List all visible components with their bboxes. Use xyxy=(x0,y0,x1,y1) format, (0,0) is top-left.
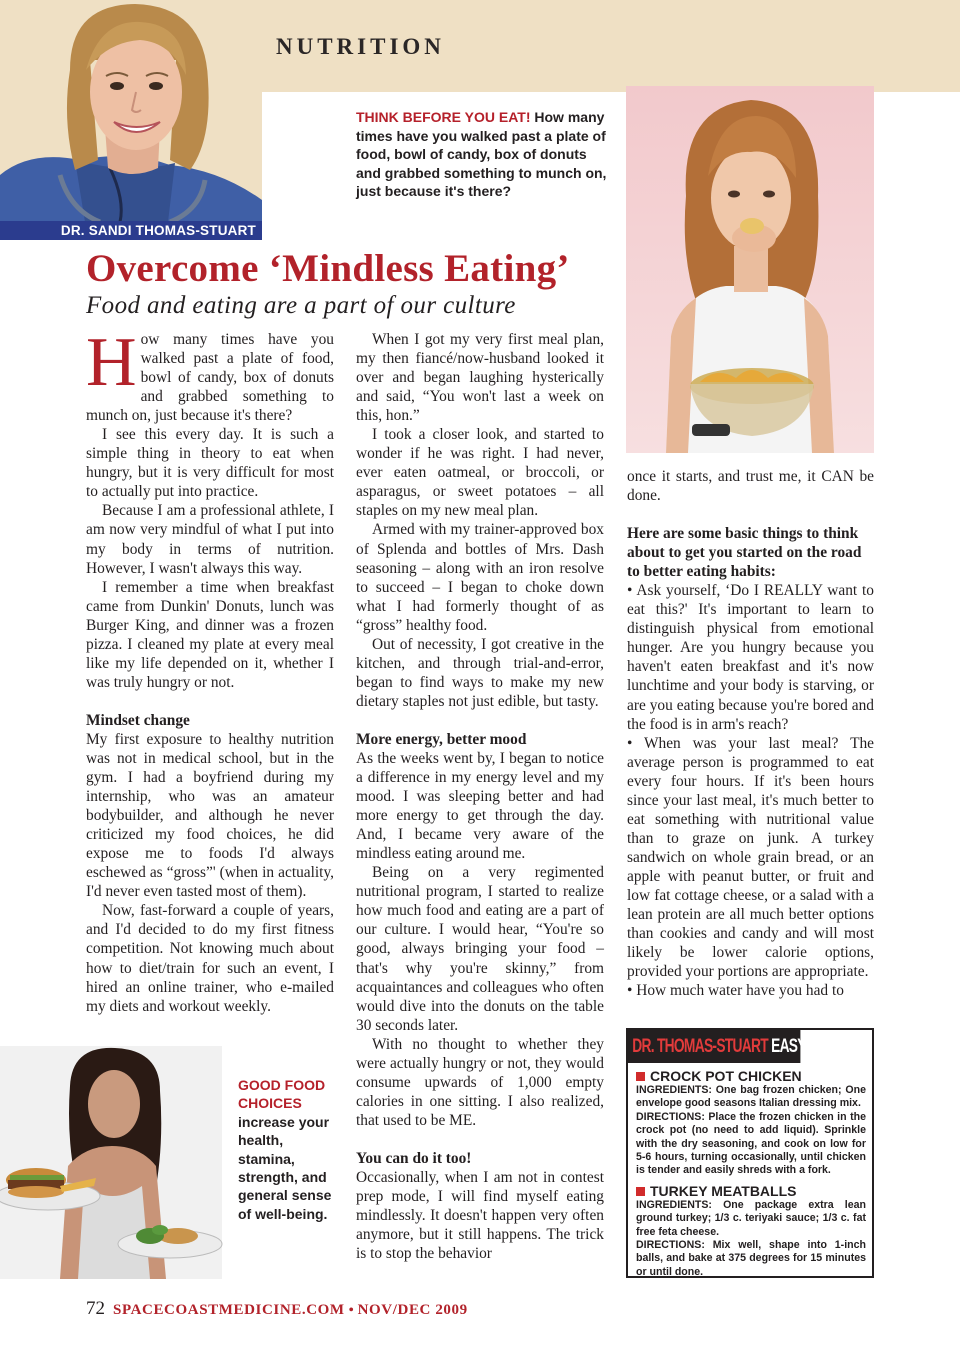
author-byline: DR. SANDI THOMAS-STUART xyxy=(0,221,262,240)
footer-website: SPACECOASTMEDICINE.COM xyxy=(113,1302,345,1318)
article-column-1 xyxy=(86,324,334,1016)
spacer xyxy=(86,692,334,711)
recipe-ingredients xyxy=(636,1199,866,1239)
paragraph: I remember a time when breakfast came from Dunkin' Donuts, lunch was Burger King, and dinner was a frozen pizza. I cleaned my plate at every meal like my life depended on it, whether I was truly hungry or not. xyxy=(86,578,334,691)
spacer xyxy=(356,711,604,730)
woman-with-food-plates-image xyxy=(0,1046,222,1279)
section-heading: More energy, better mood xyxy=(356,730,527,748)
article-column-3 xyxy=(627,467,874,1000)
section-heading: You can do it too! xyxy=(356,1149,472,1167)
ingredients-label: INGREDIENTS: xyxy=(636,1084,712,1096)
paragraph: Armed with my trainer-approved box of Splenda and bottles of Mrs. Dash seasoning – along with an iron resolve to succeed – I began to choke down what I had formerly thought of as “gross” healthy food. xyxy=(356,521,604,634)
footer-separator: • xyxy=(348,1303,354,1318)
paragraph: As the weeks went by, I began to notice a difference in my energy level and my mood. I was sleeping better and had more energy to get through the day. And, I became very aware of the mindless eating around me. xyxy=(356,749,604,863)
article-column-2 xyxy=(356,330,604,1263)
recipe-turkey-meatballs xyxy=(628,1183,872,1279)
directions-text: Place the frozen chicken in the crock pot (no need to add liquid). Sprinkle with the dry seasoning, and cook on low for 5-6 hours, turning occasionally, until chicken is tender and easily shreds with a fork. xyxy=(636,1110,866,1177)
ingredients-text: One bag frozen chicken; One envelope good seasons Italian dressing mix. xyxy=(636,1084,866,1110)
paragraph xyxy=(86,324,334,425)
spacer xyxy=(356,1130,604,1149)
directions-label: DIRECTIONS: xyxy=(636,1239,705,1252)
ingredients-label: INGREDIENTS: xyxy=(636,1198,712,1211)
section-heading: Here are some basic things to think about to get you started on the road to better eating habits: xyxy=(627,525,862,581)
paragraph: Being on a very regimented nutritional program, I started to realize how much food and eating are a part of our culture. I would hear, “You're so good, always bringing your food – that's why you're skinny,” from acquaintances and colleagues who often would dive into the donuts on the table 30 seconds later. xyxy=(356,864,604,1034)
footer-issue-date: NOV/DEC 2009 xyxy=(357,1302,468,1318)
pull-quote-text: How many times have you walked past a plate of food, bowl of candy, box of donuts and grabbed something to munch on, just because it's there? xyxy=(356,109,607,200)
paragraph: I see this every day. It is such a simple thing in theory to eat when hungry, but it is very difficult for most to actually put into practice. xyxy=(86,426,334,501)
recipe-ingredients xyxy=(636,1084,866,1111)
page-footer xyxy=(86,1298,468,1320)
paragraph: I took a closer look, and started to wonder if he was right. I had never, ever eaten oatmeal, or broccoli, or asparagus, or sweet potatoes – all staples on my new meal plan. xyxy=(356,426,604,520)
directions-text: Mix well, shape into 1-inch balls, and bake at 375 degrees for 15 minutes or until done. xyxy=(636,1239,866,1278)
pull-quote xyxy=(356,108,608,201)
pull-quote-lead: THINK BEFORE YOU EAT! xyxy=(356,109,531,125)
section-label: NUTRITION xyxy=(276,34,445,59)
drop-cap: H xyxy=(86,324,137,401)
spacer xyxy=(627,505,874,524)
section-heading: Mindset change xyxy=(86,711,190,729)
photo-caption-lead: GOOD FOOD CHOICES xyxy=(238,1077,326,1112)
ingredients-text: One package extra lean ground turkey; 1/3 c. teriyaki sauce; 1/3 c. fat free feta cheese. xyxy=(636,1198,866,1238)
photo-caption xyxy=(238,1076,334,1223)
recipe-header-brand: DR. THOMAS-STUART xyxy=(632,1035,768,1057)
paragraph: Because I am a professional athlete, I am now very mindful of what I put into my body in terms of nutrition. However, I wasn't always this way. xyxy=(86,502,334,577)
paragraph: Occasionally, when I am not in contest prep mode, I will find myself eating mindlessly. It doesn't happen very often anymore, but it still happens. The trick is to stop the behavior xyxy=(356,1168,604,1263)
recipe-title xyxy=(636,1183,866,1199)
woman-with-food-plates-photo xyxy=(0,1046,222,1279)
list-item: • Ask yourself, ‘Do I REALLY want to eat this?' It's important to learn to distinguish physical from emotional hunger. Are you hungry because you haven't eaten breakfast and it's now lunchtime and your body is starving, or are you eating because you're bored and the food is in arm's reach? xyxy=(627,582,874,733)
woman-eating-chips-photo xyxy=(626,86,874,453)
paragraph: My first exposure to healthy nutrition was not in medical school, but in the gym. I had a boyfriend during my internship, who was an amateur bodybuilder, and although he never criticized my food choices, he did expose me to foods I'd always eschewed as “gross”' (when in actuality, I'd never even tasted most of them). xyxy=(86,730,334,901)
page-number: 72 xyxy=(86,1298,105,1319)
woman-eating-chips-image xyxy=(626,86,874,453)
list-item: • How much water have you had to xyxy=(627,982,844,1000)
article-subtitle: Food and eating are a part of our culture xyxy=(86,292,516,319)
recipe-title-text: TURKEY MEATBALLS xyxy=(650,1182,797,1199)
recipe-crock-pot-chicken xyxy=(628,1068,872,1178)
recipe-header-title: EASY RECIPES xyxy=(767,1035,865,1057)
recipe-title-text: CROCK POT CHICKEN xyxy=(650,1068,802,1084)
paragraph: With no thought to whether they were actually hungry or not, they would consume upwards of 1,000 empty calories in one sitting. I also realized, that used to be ME. xyxy=(356,1035,604,1129)
paragraph: When I got my very first meal plan, my then fiancé/now-husband looked it over and began laughing hysterically and said, “You won't last a week on this, hon.” xyxy=(356,331,604,425)
author-photo xyxy=(0,0,262,222)
paragraph-text: ow many times have you walked past a plate of food, bowl of candy, box of donuts and grabbed something to munch on, just because it's there? xyxy=(86,331,334,425)
author-portrait-image xyxy=(0,0,262,222)
tips-list xyxy=(627,581,874,1000)
photo-caption-text: increase your health, stamina, strength, and general sense of well-being. xyxy=(238,1113,332,1222)
paragraph: Now, fast-forward a couple of years, and I'd decided to do my first fitness competition. Not knowing much about how to diet/train for such an event, I hired an online trainer, who e-mailed my diets and workout weekly. xyxy=(86,902,334,1015)
paragraph: Out of necessity, I got creative in the kitchen, and through trial-and-error, began to find ways to make my new dietary staples not just edible, but tasty. xyxy=(356,635,604,710)
recipe-box-header xyxy=(628,1030,865,1063)
article-title: Overcome ‘Mindless Eating’ xyxy=(86,247,570,290)
square-bullet-icon xyxy=(636,1187,645,1196)
paragraph: once it starts, and trust me, it CAN be done. xyxy=(627,468,874,505)
recipe-box xyxy=(626,1028,874,1278)
recipe-directions xyxy=(636,1111,866,1178)
list-item: • When was your last meal? The average person is programmed to eat every four hours. If it's been hours since your last meal, it's much better to eat something with nutritional value than to graze on junk. A turkey sandwich on whole grain bread, or an apple with peanut butter, or fruit and low fat cottage cheese, or a salad with a lean protein are all much better options than cookies and candy and will most likely be lower calorie options, provided your portions are appropriate. xyxy=(627,734,874,981)
recipe-title xyxy=(636,1068,866,1084)
directions-label: DIRECTIONS: xyxy=(636,1110,705,1123)
square-bullet-icon xyxy=(636,1072,645,1081)
recipe-directions xyxy=(636,1239,866,1279)
